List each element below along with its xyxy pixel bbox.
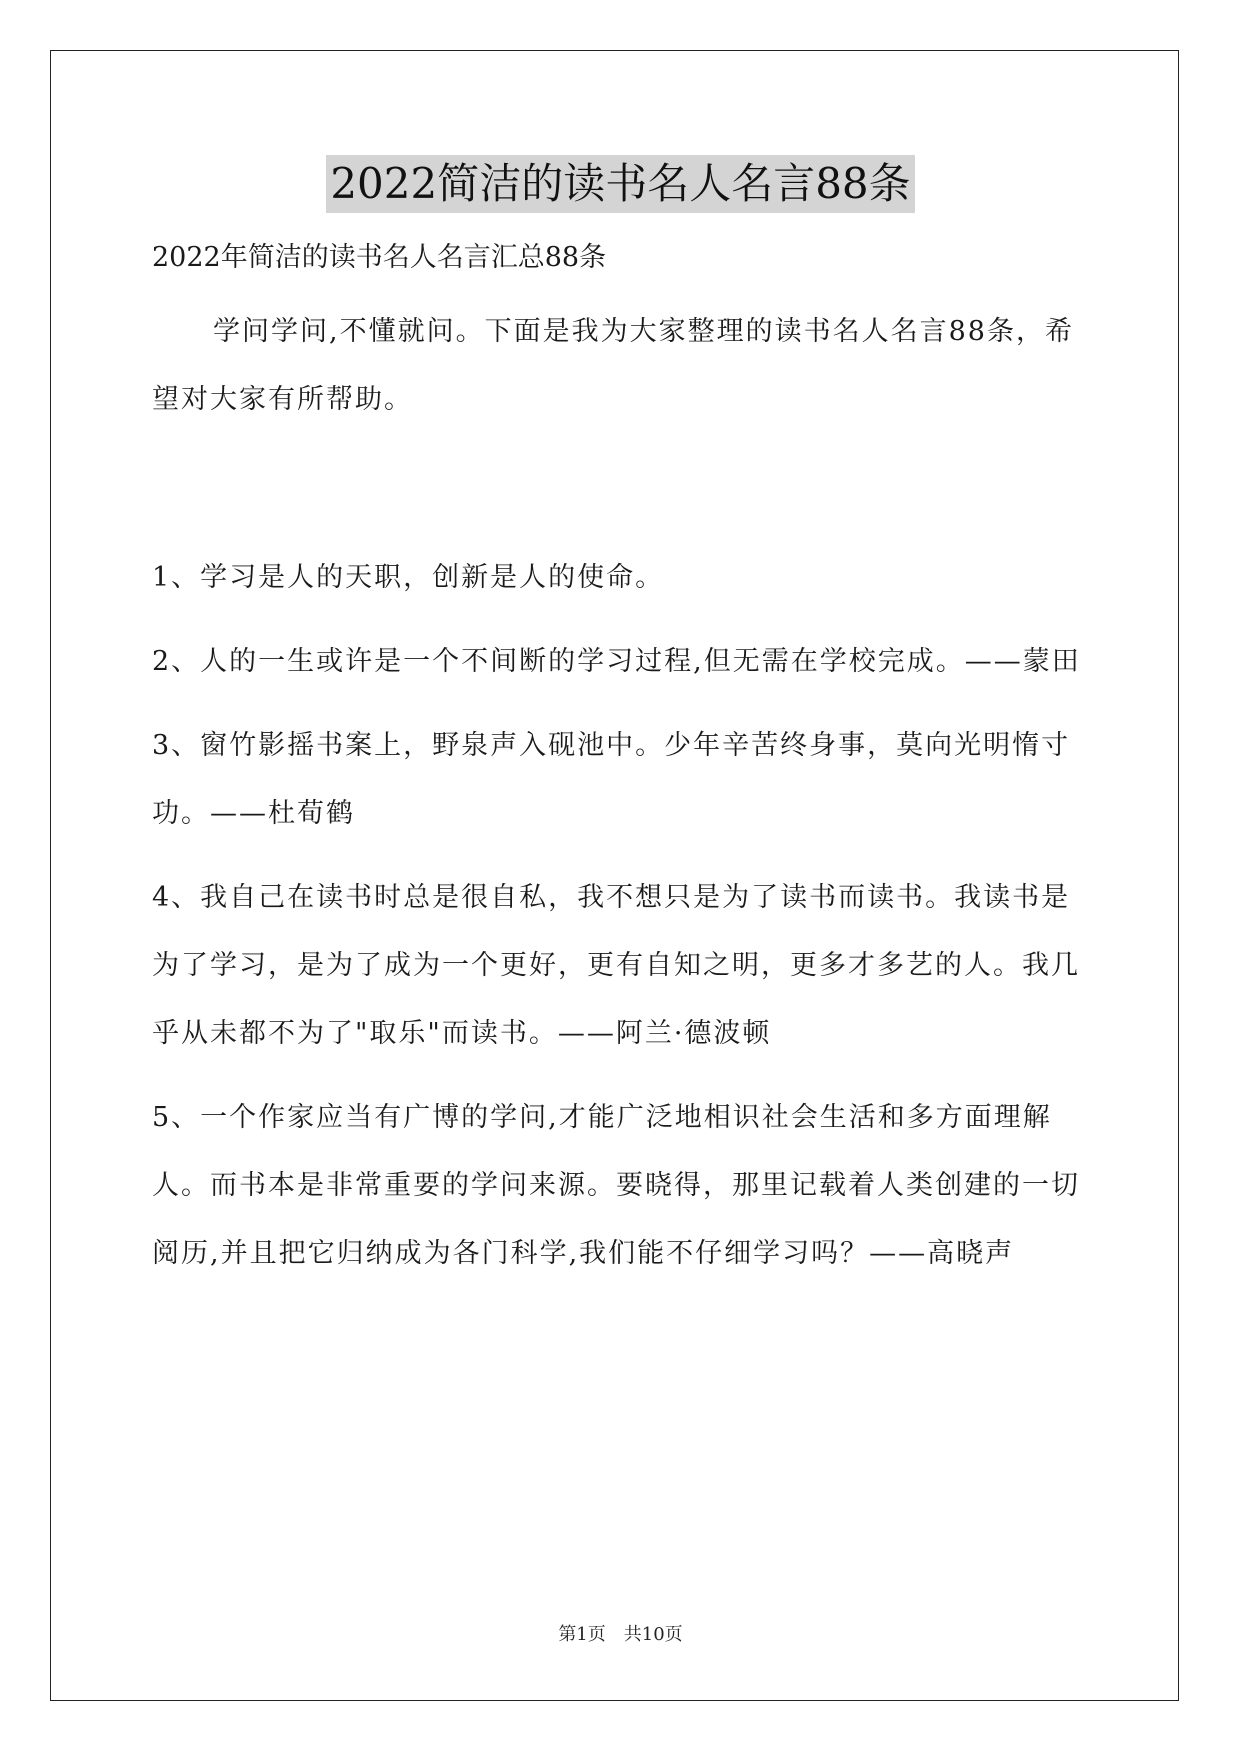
page-total: 共10页 xyxy=(623,1624,683,1645)
document-body xyxy=(152,238,1092,1304)
document-subtitle: 2022年简洁的读书名人名言汇总88条 xyxy=(152,242,607,273)
quote-item-2: 2、人的一生或许是一个不间断的学习过程,但无需在学校完成。——蒙田 xyxy=(152,646,1081,677)
quote-list xyxy=(152,544,1092,1288)
intro-paragraph: 学问学问,不懂就问。下面是我为大家整理的读书名人名言88条，希望对大家有所帮助。 xyxy=(152,316,1074,415)
quote-item-3: 3、窗竹影摇书案上，野泉声入砚池中。少年辛苦终身事，莫向光明惰寸功。——杜荀鹤 xyxy=(152,730,1071,829)
quote-item-4: 4、我自己在读书时总是很自私，我不想只是为了读书而读书。我读书是为了学习，是为了成为一个更好，更有自知之明，更多才多艺的人。我几乎从未都不为了"取乐"而读书。——阿兰·德波顿 xyxy=(152,882,1080,1049)
page-number: 第1页 xyxy=(558,1624,606,1645)
document-title: 2022简洁的读书名人名言88条 xyxy=(326,155,914,213)
title-container xyxy=(0,155,1241,213)
quote-item-1: 1、学习是人的天职，创新是人的使命。 xyxy=(152,562,665,593)
quote-item-5: 5、一个作家应当有广博的学问,才能广泛地相识社会生活和多方面理解人。而书本是非常重要的学问来源。要晓得，那里记载着人类创建的一切阅历,并且把它归纳成为各门科学,我们能不仔细学习吗？——高晓声 xyxy=(152,1102,1080,1269)
page-footer xyxy=(0,1620,1241,1646)
